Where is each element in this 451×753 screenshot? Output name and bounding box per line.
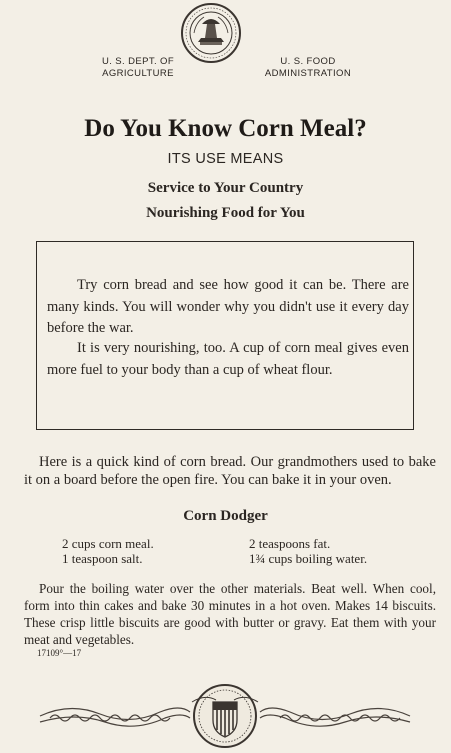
box-paragraph-1: Try corn bread and see how good it can be. There are many kinds. You will wonder why you didn't use it every day before the war. bbox=[47, 277, 409, 336]
ingredient-corn-meal: 2 cups corn meal. bbox=[62, 536, 154, 551]
dept-agriculture-label bbox=[95, 56, 181, 80]
subtitle-service: Service to Your Country bbox=[147, 180, 304, 196]
info-box bbox=[36, 241, 414, 430]
ingredient-fat: 2 teaspoons fat. bbox=[249, 536, 331, 551]
subtitle-nourishing: Nourishing Food for You bbox=[146, 205, 305, 221]
dept-left-line1: U. S. DEPT. OF bbox=[101, 56, 175, 67]
recipe-title: Corn Dodger bbox=[183, 508, 268, 524]
dept-right-line1: U. S. FOOD bbox=[280, 56, 336, 67]
eagle-shield-ornament-icon bbox=[30, 672, 420, 748]
dept-right-line2: ADMINISTRATION bbox=[264, 68, 352, 79]
dept-left-line2: AGRICULTURE bbox=[102, 68, 174, 79]
document-code: 17109°—17 bbox=[37, 648, 82, 658]
page-title: Do You Know Corn Meal? bbox=[84, 115, 367, 142]
subtitle: ITS USE MEANS bbox=[167, 151, 284, 167]
recipe-directions: Pour the boiling water over the other materials. Beat well. When cool, form into thin cakes and bake 30 minutes in a hot oven. Makes 14 biscuits. These crisp little biscuits are good with butter or gravy. Eat them with your meat and vegetables. bbox=[24, 581, 436, 647]
intro-paragraph: Here is a quick kind of corn bread. Our grandmothers used to bake it on a board before the open fire. You can bake it in your oven. bbox=[24, 454, 436, 488]
ingredient-water: 1¾ cups boiling water. bbox=[249, 551, 368, 566]
food-administration-label bbox=[258, 56, 358, 80]
department-seal-icon bbox=[180, 2, 242, 64]
box-paragraph-2: It is very nourishing, too. A cup of corn meal gives even more fuel to your body than a cup of wheat flour. bbox=[47, 340, 409, 378]
ingredient-salt: 1 teaspoon salt. bbox=[62, 551, 143, 566]
